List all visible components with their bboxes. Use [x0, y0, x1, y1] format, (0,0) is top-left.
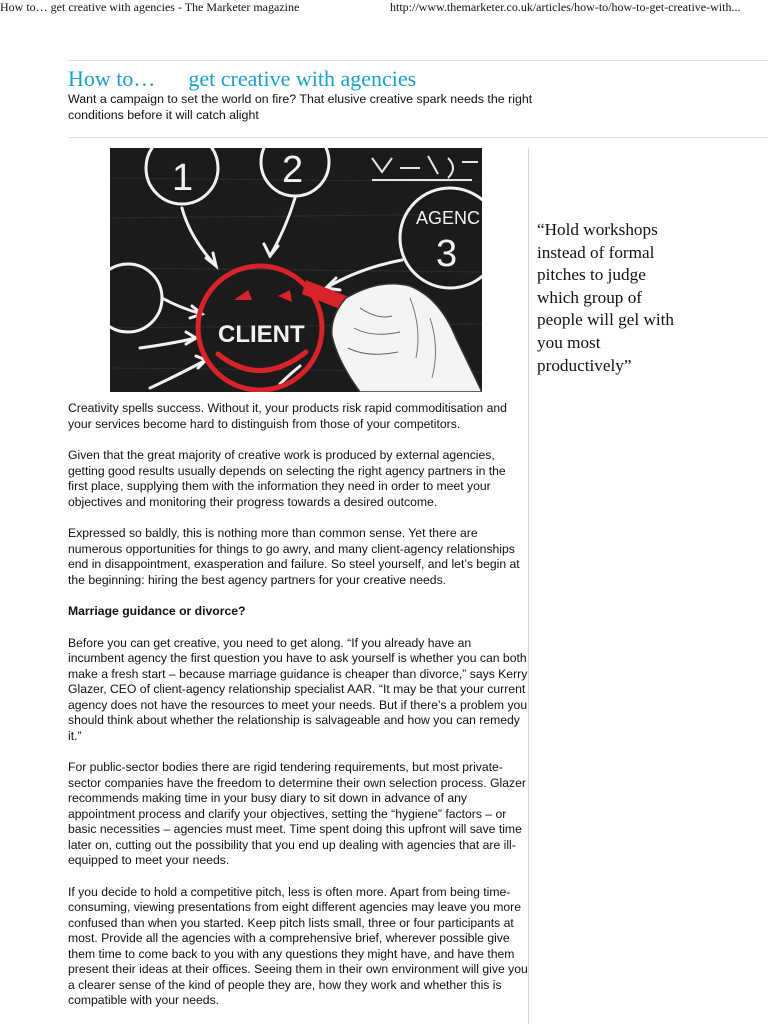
- pull-quote: “Hold workshops instead of formal pitches to judge which group of people will gel with you most productively”: [537, 220, 674, 375]
- number-one-label: 1: [172, 157, 194, 199]
- chalkboard-illustration: [110, 148, 482, 392]
- client-label: CLIENT: [218, 321, 305, 348]
- paragraph: Expressed so baldly, this is nothing more than common sense. Yet there are numerous opportunities for things to go awry, and many client-agency relationships end in disappointment, exasperation and failure. So steel yourself, and let’s begin at the beginning: hiring the best agency partners for your creative needs.: [68, 526, 520, 587]
- page-title-header: How to… get creative with agencies - The Marketer magazine: [0, 0, 300, 14]
- paragraph: Creativity spells success. Without it, your products risk rapid commoditisation and your services become hard to distinguish from those of your competitors.: [68, 401, 507, 431]
- page-url-header[interactable]: http://www.themarketer.co.uk/articles/how-to/how-to-get-creative-with...: [390, 0, 741, 14]
- column-divider: [528, 148, 529, 1024]
- top-divider: [68, 60, 768, 61]
- article-title: How to… get creative with agencies: [68, 66, 417, 91]
- number-three-label: 3: [436, 233, 458, 275]
- paragraph: For public-sector bodies there are rigid tendering requirements, but most private-sector companies have the freedom to determine their own selection process. Glazer recommends making time in your busy diary to sit down in advance of any appointment process and clarify your objectives, setting the “hygiene” factors – or basic necessities – agencies must meet. Time spent doing this upfront will save time later on, cutting out the possibility that you end up dealing with agencies that are ill-equipped to meet your needs.: [68, 760, 526, 867]
- article-body: [68, 401, 528, 1025]
- section-subheading: Marriage guidance or divorce?: [68, 604, 246, 618]
- agency-label: AGENC: [416, 208, 481, 228]
- paragraph: Given that the great majority of creative work is produced by external agencies, getting good results usually depends on selecting the right agency partners in the first place, supplying them with the information they need in order to meet your objectives and monitoring their progress towards a desired outcome.: [68, 448, 506, 509]
- number-two-label: 2: [282, 149, 304, 191]
- standfirst-divider: [68, 137, 768, 138]
- article-illustration: [110, 148, 482, 392]
- paragraph: If you decide to hold a competitive pitch, less is often more. Apart from being time-consuming, viewing presentations from eight different agencies may leave you more confused than when you started. Keep pitch lists small, three or four participants at most. Provide all the agencies with a comprehensive brief, wherever possible give them time to come back to you with any questions they might have, and have them present their ideas at their offices. Seeing them in their own environment will give you a clearer sense of the kind of people they are, how they work and whether this is compatible with your needs.: [68, 884, 528, 1007]
- article-standfirst: Want a campaign to set the world on fire? That elusive creative spark needs the right conditions before it will catch alight: [68, 92, 533, 122]
- paragraph: Before you can get creative, you need to get along. “If you already have an incumbent agency the first question you have to ask yourself is whether you can both make a fresh start – because marriage guidance is cheaper than divorce,” says Kerry Glazer, CEO of client-agency relationship specialist AAR. “It may be that your current agency does not have the resources to meet your needs. But if there’s a problem you should think about whether the relationship is salvageable and how you can remedy it.”: [68, 635, 528, 743]
